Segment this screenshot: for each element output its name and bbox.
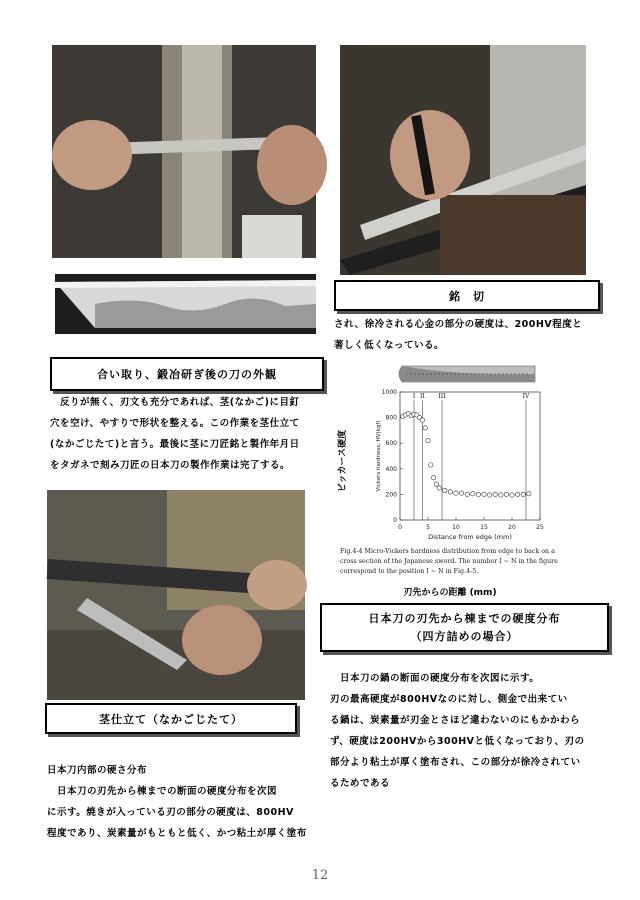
region-marker-label: II: [420, 393, 425, 400]
data-point: [448, 490, 452, 494]
data-point: [429, 463, 433, 467]
data-point: [527, 492, 531, 496]
right-top-paragraph: [334, 314, 614, 356]
data-point: [420, 418, 424, 422]
plot-frame: [400, 392, 540, 520]
data-point: [454, 491, 458, 495]
data-point: [443, 488, 447, 492]
x-tick-label: 25: [536, 524, 544, 531]
figure-caption-line: Fig.4-4 Micro-Vickers hardness distribution from edge to back on a: [340, 548, 555, 555]
hardness-chart: [340, 362, 560, 602]
engraving-illustration: [340, 45, 586, 275]
data-point: [504, 492, 508, 496]
data-point: [471, 492, 475, 496]
data-point: [431, 476, 435, 480]
text-line: 著しく低くなっている。: [334, 340, 445, 351]
text-line: され、徐冷される心金の部分の硬度は、200HV程度と: [334, 319, 583, 330]
text-line: をタガネで刻み刀匠の日本刀の製作作業は完了する。: [50, 460, 291, 471]
data-point: [510, 493, 514, 497]
text-line: ず、硬度は200HVから300HVと低くなっており、刃の: [330, 736, 585, 747]
text-line: 部分より粘土が厚く塗布され、この部分が徐冷されてい: [330, 757, 581, 768]
y-tick-label: 1000: [381, 389, 397, 396]
text-line: るためである: [330, 778, 391, 789]
data-point: [434, 482, 438, 486]
x-axis-label: Distance from edge (mm): [428, 533, 512, 541]
photo-polishing: [52, 45, 316, 258]
text-line: 日本刀の鍋の断面の硬度分布を次図に示す。: [330, 673, 540, 684]
caption-hardness-line1: 日本刀の刃先から棟までの硬度分布: [368, 611, 561, 625]
caption-hardness-line2: （四方詰めの場合）: [410, 629, 519, 643]
region-marker-label: III: [438, 393, 446, 400]
text-line: に示す。焼きが入っている刃の部分の硬度は、800HV: [47, 807, 294, 818]
text-line: (なかごじたて)と言う。最後に茎に刀匠銘と製作年月日: [50, 439, 300, 450]
data-point: [515, 492, 519, 496]
x-tick-label: 20: [508, 524, 516, 531]
y-tick-label: 600: [385, 440, 397, 448]
blade-illustration: [55, 274, 316, 334]
x-tick-label: 15: [480, 524, 488, 531]
inner-section: [47, 760, 322, 844]
data-point: [521, 492, 525, 496]
text-line: 日本刀の刃先から棟までの断面の硬度分布を次図: [47, 786, 278, 797]
data-point: [426, 438, 430, 442]
data-point: [476, 492, 480, 496]
text-line: 程度であり、炭素量がもともと低く、かつ粘土が厚く塗布: [47, 828, 307, 839]
text-line: る鍋は、炭素量が刃金とさほど違わないのにもかかわら: [330, 715, 581, 726]
caption-hardness: [320, 603, 609, 652]
data-point: [487, 493, 491, 497]
inner-heading: 日本刀内部の硬さ分布: [47, 765, 148, 776]
data-point: [423, 426, 427, 430]
data-point: [465, 492, 469, 496]
data-point: [459, 491, 463, 495]
photo-blade-closeup: [55, 274, 316, 334]
data-point: [482, 492, 486, 496]
side-label: ビッカース硬度: [338, 429, 348, 493]
figure-caption-line: cross section of the Japanese sword. The number I ~ N in the figure: [340, 558, 558, 565]
y-tick-label: 200: [385, 491, 397, 499]
text-line: 反りが無く、刃文も充分であれば、茎(なかご)に目釘: [50, 397, 300, 408]
after-polish-paragraph: [50, 392, 325, 476]
y-tick-label: 400: [385, 465, 397, 473]
caption-nakago-finish: [45, 703, 297, 734]
photo-filing: [47, 490, 305, 700]
data-point: [493, 492, 497, 496]
caption-nakago-finish-text: 茎仕立て（なかごじたて）: [99, 712, 243, 726]
x-tick-label: 5: [426, 524, 430, 531]
region-marker-label: I: [412, 393, 416, 400]
filing-illustration: [47, 490, 305, 700]
y-tick-label: 0: [393, 517, 397, 524]
caption-signing: [334, 280, 600, 311]
figure-caption-line: correspond to the position I ~ N in Fig.4-5.: [340, 568, 479, 575]
x-tick-label: 0: [398, 524, 402, 531]
bottom-label: 刃先からの距離 (mm): [403, 588, 497, 598]
text-line: 穴を空け、やすりで形状を整える。この作業を茎仕立て: [50, 418, 300, 429]
y-axis-label: Vickers hardness, HV(kgf): [376, 420, 382, 492]
polishing-illustration: [52, 45, 316, 258]
x-tick-label: 10: [452, 524, 460, 531]
text-line: 刃の最高硬度が800HVなのに対し、側金で出来てい: [330, 694, 568, 705]
caption-signing-text: 銘 切: [449, 289, 485, 303]
data-point: [499, 493, 503, 497]
region-marker-label: IV: [522, 393, 530, 400]
page-number: 12: [311, 868, 329, 883]
y-tick-label: 800: [385, 414, 397, 422]
data-point: [437, 486, 441, 490]
caption-after-polish-text: 合い取り、鍛冶研ぎ後の刀の外観: [97, 368, 277, 381]
hardness-chart-svg: [340, 362, 560, 602]
right-bottom-paragraph: [330, 668, 622, 794]
photo-engraving: [340, 45, 586, 275]
caption-after-polish: [50, 357, 324, 391]
